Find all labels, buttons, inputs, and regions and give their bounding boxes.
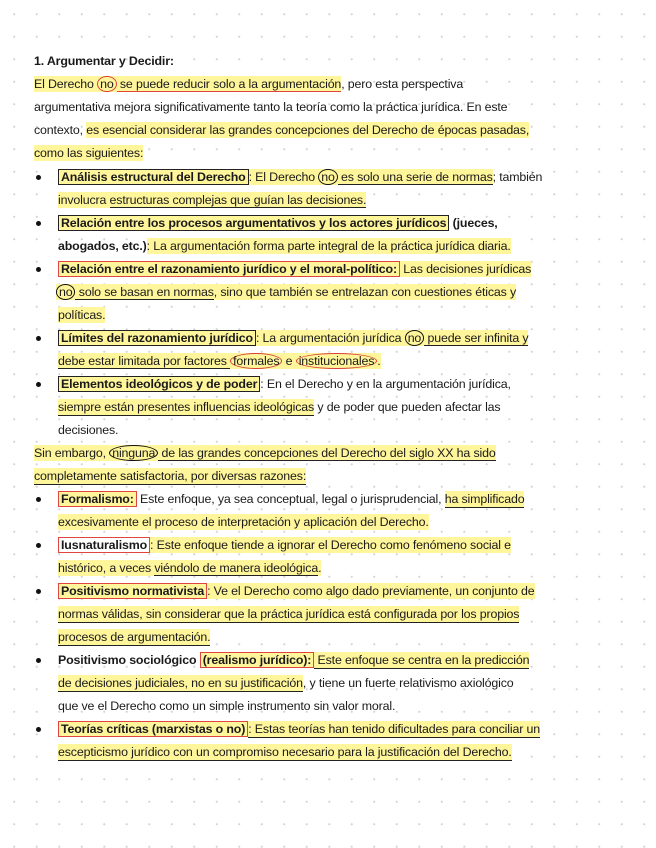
- boxed-term: Teorías críticas (marxistas o no): [58, 721, 248, 737]
- text: Este enfoque, ya sea conceptual, legal o jurisprudencial,: [136, 492, 445, 506]
- highlight: , sino que también se entrelazan con cuestiones éticas y: [213, 285, 517, 299]
- text: y de poder que pueden afectar las: [314, 400, 501, 414]
- intro-line-1: [34, 75, 463, 93]
- highlight: siempre están presentes influencias ideológicas: [58, 400, 315, 414]
- list-item-line: [58, 375, 511, 393]
- intro-line-3: [34, 121, 529, 139]
- text: involucra: [58, 193, 110, 207]
- list-item-line: [58, 260, 531, 278]
- bullet-icon: [36, 336, 41, 341]
- boxed-term: Relación entre el razonamiento jurídico y el moral-político:: [58, 261, 400, 277]
- bullet-icon: [36, 267, 41, 272]
- highlight: [58, 560, 321, 576]
- list-item-line: [58, 720, 540, 738]
- list-item-line: [58, 743, 512, 761]
- circled-word-no: no: [56, 284, 75, 300]
- highlight: [34, 445, 496, 461]
- circled-word-no: no: [318, 169, 337, 185]
- text: El Derecho: [34, 77, 98, 91]
- circled-word-no: no: [97, 76, 116, 92]
- underlined-text: se puede reducir solo a la argumentación: [116, 77, 342, 91]
- text: contexto,: [34, 123, 87, 137]
- list-item-line: [58, 214, 498, 232]
- boxed-term: Relación entre los procesos argumentativos y los actores jurídicos: [58, 215, 449, 231]
- underlined-text: puede ser infinita y: [424, 331, 529, 345]
- highlight: [256, 330, 529, 346]
- circled-word: institucionales: [296, 353, 378, 369]
- boxed-term: Análisis estructural del Derecho: [58, 169, 249, 185]
- highlight: Este enfoque se centra en la predicción: [314, 653, 530, 667]
- bullet-icon: [36, 175, 41, 180]
- list-item-line: [56, 283, 516, 301]
- text: : El Derecho: [248, 170, 319, 184]
- list-item-line: [58, 352, 381, 370]
- bullet-icon: [36, 589, 41, 594]
- list-item-line: [58, 398, 500, 416]
- underlined-text: es solo una serie de normas: [337, 170, 493, 184]
- boxed-term: (realismo jurídico):: [200, 652, 315, 668]
- list-item-line: [58, 168, 542, 186]
- bullet-icon: [36, 221, 41, 226]
- text: , y tiene un fuerte relativismo axiológico: [302, 676, 514, 690]
- text: : En el Derecho y en la argumentación jurídica,: [260, 377, 511, 391]
- list-item-line: [58, 490, 524, 508]
- circled-word: formales: [230, 353, 282, 369]
- list-item-line: [58, 674, 514, 692]
- underlined-text: solo se basan en normas: [75, 285, 214, 299]
- list-item-line: decisiones.: [58, 423, 119, 437]
- text: histórico, a veces: [58, 561, 155, 575]
- highlight: : La argumentación forma parte integral de la práctica jurídica diaria.: [146, 239, 511, 253]
- highlight: escepticismo jurídico con un compromiso necesario para la justificación del Derecho.: [58, 745, 512, 759]
- list-item-line: que ve el Derecho como un simple instrumento sin valor moral.: [58, 699, 396, 713]
- list-item-line: [58, 559, 321, 577]
- highlight: es esencial considerar las grandes concepciones del Derecho de épocas pasadas,: [86, 123, 530, 137]
- circled-word-ninguna: ninguna: [109, 445, 158, 461]
- highlight: excesivamente el proceso de interpretación y aplicación del Derecho.: [58, 515, 429, 529]
- boxed-term: Elementos ideológicos y de poder: [58, 376, 260, 392]
- intro-line-2: argumentativa mejora significativamente tanto la teoría como la práctica jurídica. En este: [34, 100, 508, 114]
- boxed-term: Formalismo:: [58, 491, 137, 507]
- text: (jueces,: [449, 216, 498, 230]
- middle-line-1: [34, 444, 496, 462]
- list-item-line: [58, 651, 529, 669]
- highlight: políticas.: [58, 308, 106, 322]
- highlight: [249, 169, 493, 185]
- intro-line-4: [34, 144, 143, 162]
- highlight: [58, 353, 381, 369]
- text: e: [282, 354, 296, 368]
- text: Positivismo sociológico: [58, 653, 197, 667]
- bullet-icon: [36, 543, 41, 548]
- underlined-text: viéndolo de manera ideológica: [154, 561, 319, 575]
- bullet-icon: [36, 497, 41, 502]
- list-item-line: [58, 513, 429, 531]
- highlight: [56, 284, 214, 300]
- boxed-term: Límites del razonamiento jurídico: [58, 330, 256, 346]
- boxed-term: Positivismo normativista: [58, 583, 207, 599]
- highlight: : Este enfoque tiende a ignorar el Derecho como fenómeno social e: [150, 538, 511, 552]
- bullet-icon: [36, 382, 41, 387]
- highlight: normas válidas, sin considerar que la práctica jurídica está configurada por los propios: [58, 607, 520, 621]
- boxed-term: Iusnaturalismo: [58, 537, 150, 553]
- list-item-line: [58, 605, 519, 623]
- text: : La argumentación jurídica: [255, 331, 405, 345]
- underlined-text: de las grandes concepciones del Derecho del siglo XX ha sido: [158, 446, 496, 460]
- highlight: de decisiones judiciales, no en su justificación: [58, 676, 303, 690]
- bullet-icon: [36, 658, 41, 663]
- section-title: 1. Argumentar y Decidir:: [34, 54, 174, 68]
- text: abogados, etc.): [58, 239, 147, 253]
- bullet-icon: [36, 727, 41, 732]
- highlight: completamente satisfactoria, por diversas razones:: [34, 469, 307, 483]
- list-item-line: [58, 329, 528, 347]
- underlined-text: estructuras complejas que guían las decisiones.: [109, 193, 367, 207]
- text: , pero esta perspectiva: [341, 77, 464, 91]
- list-item-line: [58, 191, 366, 209]
- circled-word-no: no: [405, 330, 424, 346]
- highlight: como las siguientes:: [34, 146, 144, 160]
- list-item-line: [58, 237, 511, 255]
- list-item-line: [58, 306, 105, 324]
- middle-line-2: [34, 467, 306, 485]
- text: Sin embargo,: [34, 446, 110, 460]
- highlight: procesos de argumentación.: [58, 630, 211, 644]
- highlight: Las decisiones jurídicas: [399, 262, 532, 276]
- text: .: [318, 561, 322, 575]
- highlight: : Estas teorías han tenido dificultades para conciliar un: [248, 722, 540, 736]
- text: ; también: [492, 170, 543, 184]
- highlight: ha simplificado: [444, 492, 525, 506]
- underlined-text: debe estar limitada por factores: [58, 354, 231, 368]
- list-item-line: [58, 628, 210, 646]
- list-item-line: [58, 582, 535, 600]
- list-item-line: [58, 536, 511, 554]
- highlight: : Ve el Derecho como algo dado previamente, un conjunto de: [207, 584, 535, 598]
- text: .: [377, 354, 381, 368]
- highlight: [34, 76, 341, 92]
- highlight: [58, 192, 366, 208]
